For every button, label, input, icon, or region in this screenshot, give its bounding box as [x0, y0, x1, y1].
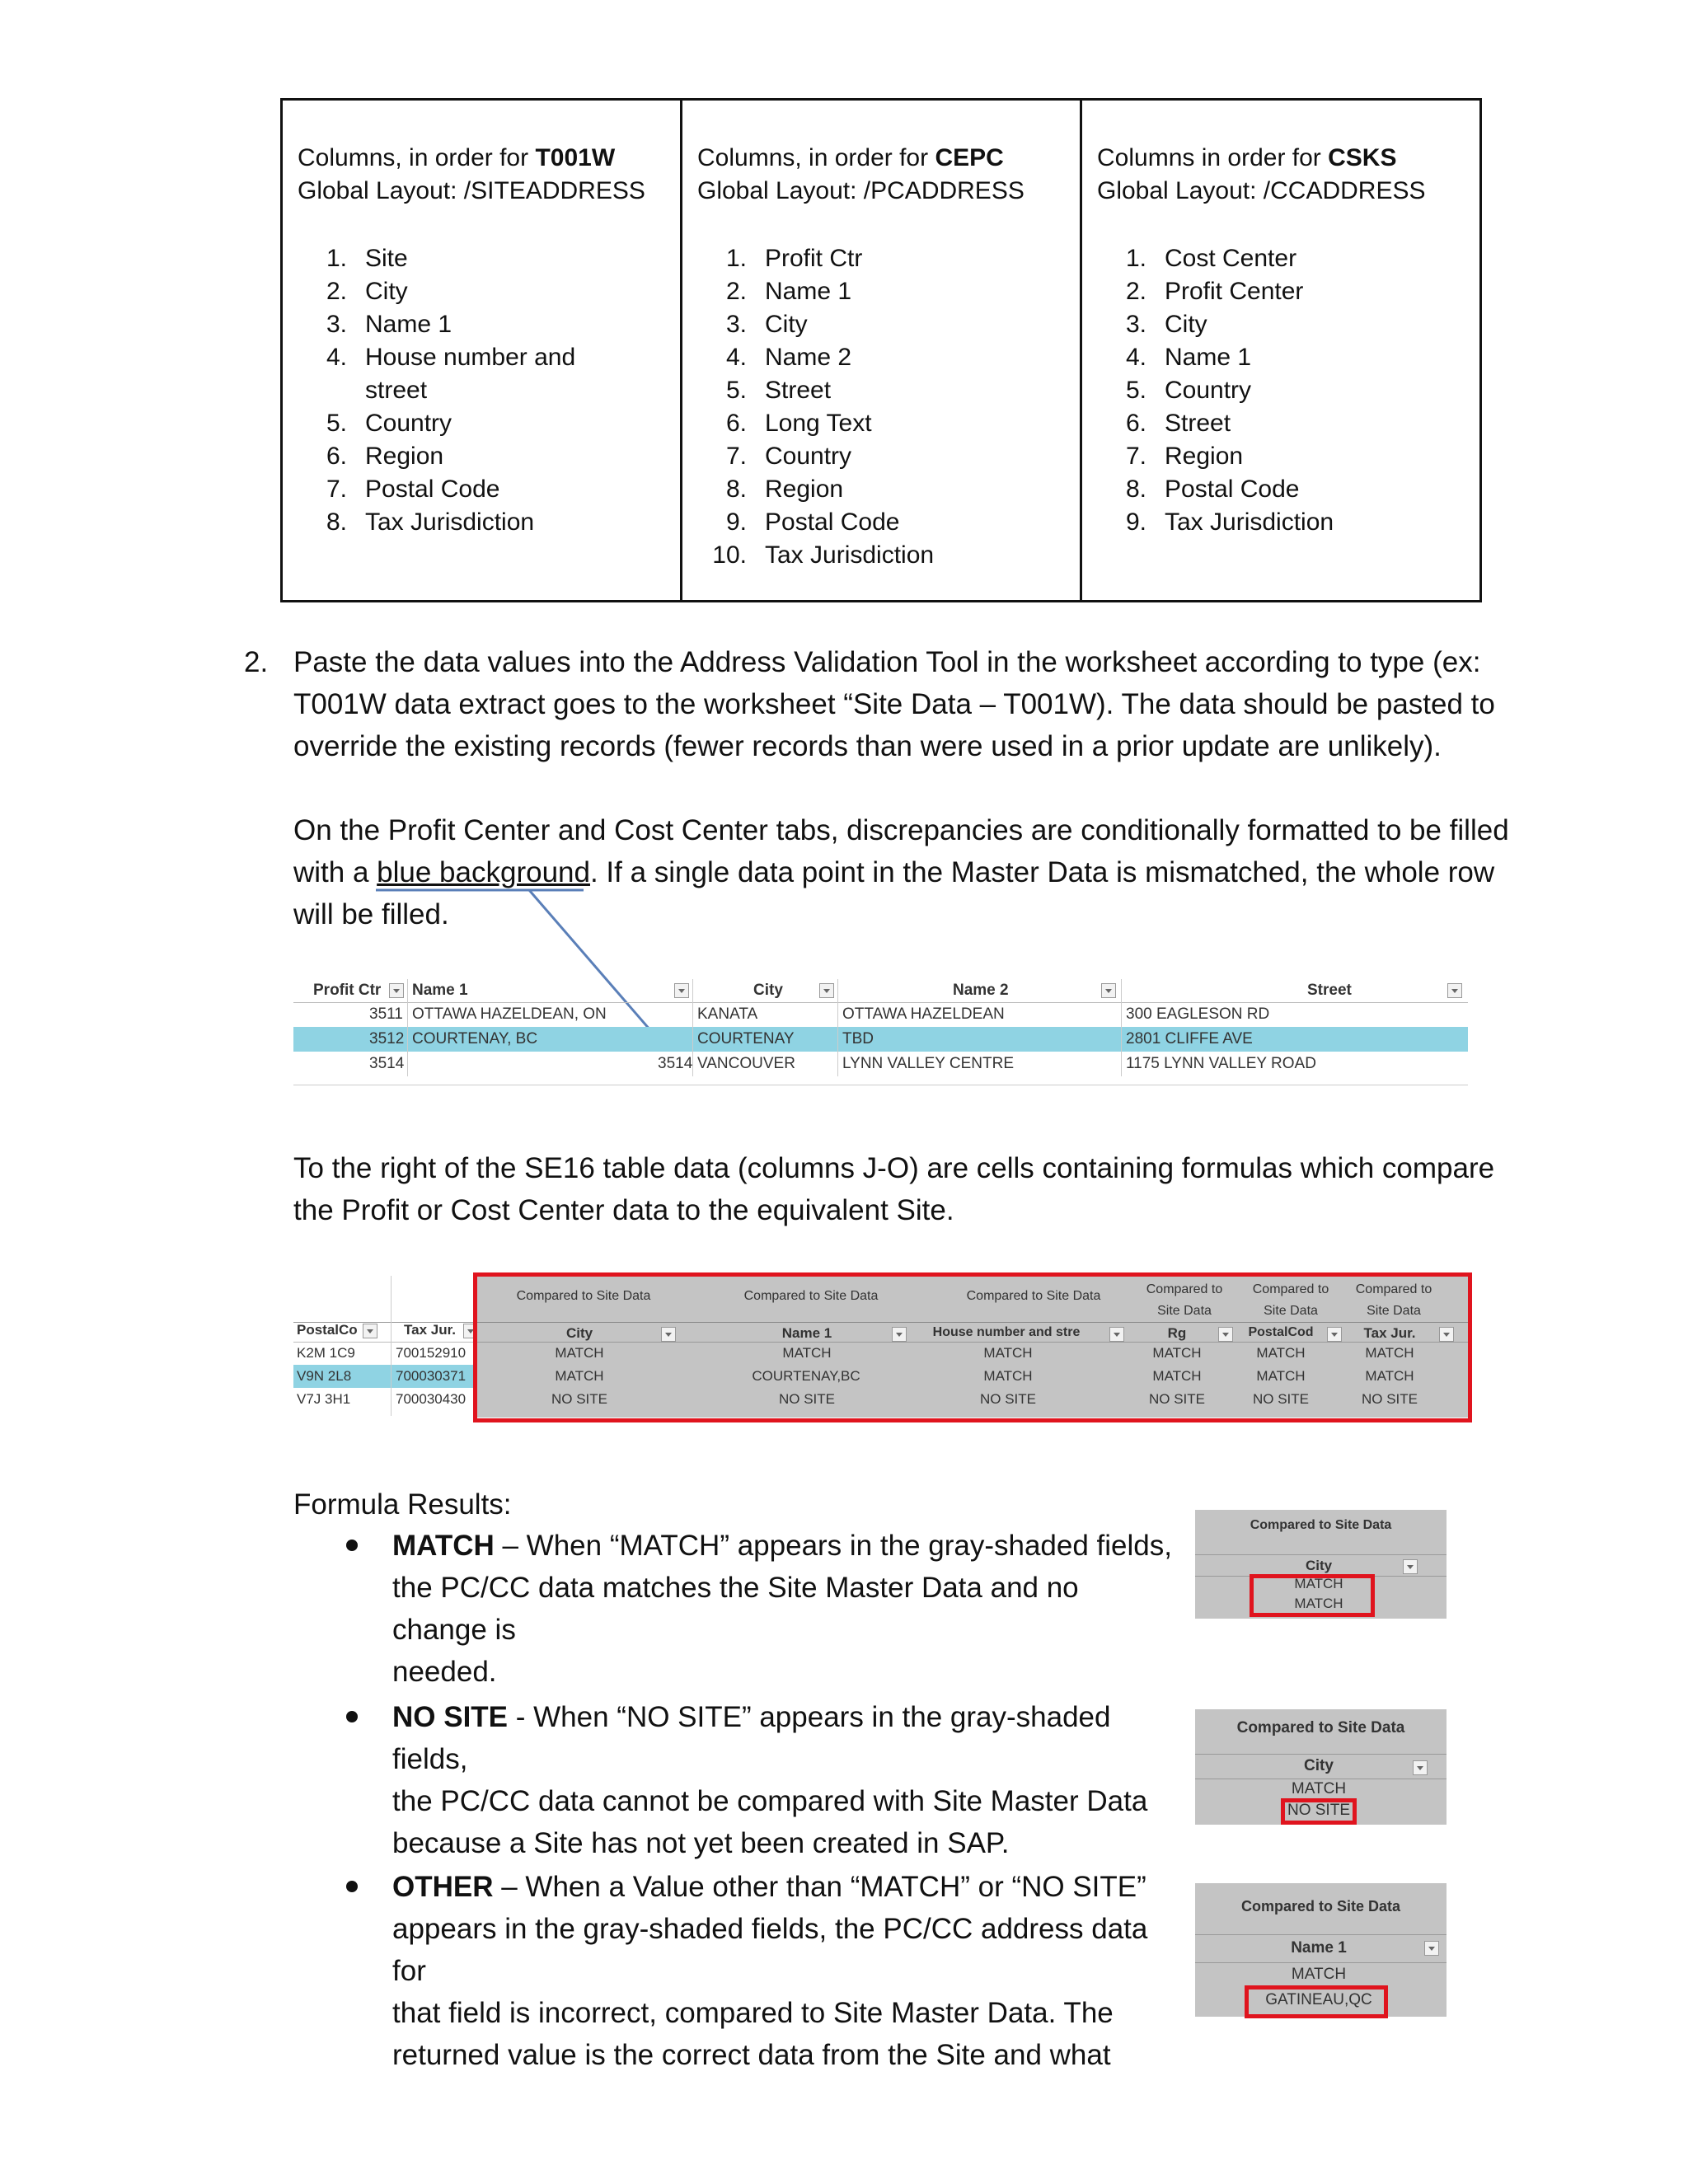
list-item: 3. Name 1	[326, 311, 452, 338]
column-divider	[837, 979, 838, 1076]
step-number: 2.	[244, 646, 269, 678]
header-tax-jur: Tax Jur.	[404, 1322, 456, 1338]
nosite-description	[392, 1696, 1175, 1864]
list-item: 3. City	[1125, 311, 1207, 338]
filter-dropdown-icon[interactable]	[389, 983, 404, 998]
global-layout: Global Layout: /SITEADDRESS	[298, 177, 645, 204]
text-line: Paste the data values into the Address Validation Tool in the worksheet according to type (ex:	[293, 646, 1481, 678]
result-cell: MATCH	[555, 1368, 604, 1384]
list-item: 8. Region	[725, 476, 844, 503]
list-item: 5. Country	[1125, 377, 1252, 404]
column-divider	[407, 979, 408, 1076]
cell-profit-ctr: 3511	[369, 1005, 403, 1023]
red-outline	[473, 1272, 1472, 1422]
list-item: 9. Tax Jurisdiction	[1125, 509, 1334, 536]
column-header: Columns in order for CSKS	[1097, 144, 1397, 171]
column-divider	[391, 1276, 392, 1416]
list-item: 4. Name 1	[1125, 344, 1252, 371]
formula-results-title: Formula Results:	[293, 1488, 512, 1521]
text-line: will be filled.	[293, 898, 449, 930]
header-postal-code: PostalCod	[1248, 1325, 1314, 1339]
bullet	[346, 1881, 358, 1892]
cell-tax-jur: 700152910	[396, 1345, 467, 1361]
snippet-value: MATCH	[1294, 1576, 1343, 1591]
list-item: 8. Tax Jurisdiction	[326, 509, 535, 536]
red-outline	[1250, 1574, 1375, 1617]
list-item: 4. Name 2	[725, 344, 852, 371]
snippet-header: City	[1304, 1757, 1334, 1774]
column-divider	[692, 979, 693, 1076]
snippet-title: Compared to Site Data	[1236, 1719, 1405, 1736]
global-layout: Global Layout: /PCADDRESS	[697, 177, 1025, 204]
header-border	[1195, 1962, 1447, 1963]
text-line: the Profit or Cost Center data to the equivalent Site.	[293, 1194, 954, 1226]
cell-name-2: OTTAWA HAZELDEAN	[842, 1005, 1005, 1023]
text-line: On the Profit Center and Cost Center tabs, discrepancies are conditionally formatted to be filled	[293, 814, 1509, 846]
header-border	[1195, 1754, 1447, 1755]
list-item: 3. City	[725, 311, 808, 338]
table-body	[293, 1002, 1468, 1085]
header-border	[1195, 1554, 1447, 1555]
cell-street: 1175 LYNN VALLEY ROAD	[1126, 1055, 1316, 1072]
result-cell: MATCH	[782, 1345, 832, 1361]
group-title: Compared to Site Data	[966, 1289, 1101, 1303]
text-line: MATCH – When “MATCH” appears in the gray-shaded fields,	[392, 1530, 1172, 1562]
column-cepc	[682, 101, 1082, 600]
header-profit-ctr: Profit Ctr	[313, 982, 382, 999]
result-cell: NO SITE	[1252, 1391, 1309, 1407]
cell-tax-jur: 700030371	[396, 1368, 467, 1384]
result-cell: NO SITE	[1148, 1391, 1205, 1407]
red-outline	[1245, 1985, 1388, 2018]
text-line: override the existing records (fewer records than were used in a prior update are unlikely).	[293, 730, 1442, 762]
list-item: 7. Country	[725, 443, 852, 470]
snippet-value: MATCH	[1294, 1596, 1343, 1611]
filter-dropdown-icon[interactable]	[674, 983, 689, 998]
list-item: 7. Postal Code	[326, 476, 500, 503]
result-cell: MATCH	[983, 1368, 1033, 1384]
list-item: 6. Long Text	[725, 410, 872, 437]
list-item: 4. House number and street	[326, 344, 576, 404]
red-outline	[1281, 1798, 1357, 1825]
snippet-value: NO SITE	[1287, 1802, 1350, 1819]
formula-columns-paragraph	[293, 1147, 1530, 1231]
snippet-value: MATCH	[1291, 1966, 1347, 1983]
list-item: 5. Street	[725, 377, 832, 404]
column-t001w	[283, 101, 682, 600]
match-description	[392, 1525, 1175, 1693]
list-item: 10. Tax Jurisdiction	[712, 541, 935, 569]
text-line: To the right of the SE16 table data (columns J-O) are cells containing formulas which compare	[293, 1152, 1495, 1184]
header-street: Street	[1307, 982, 1352, 999]
result-cell: MATCH	[983, 1345, 1033, 1361]
bullet	[346, 1540, 358, 1551]
other-description	[392, 1866, 1175, 2076]
filter-dropdown-icon[interactable]	[1424, 1941, 1439, 1956]
list-item: 6. Region	[326, 443, 444, 470]
cell-city: COURTENAY	[697, 1030, 795, 1047]
cell-name-2: LYNN VALLEY CENTRE	[842, 1055, 1015, 1072]
header-name-1: Name 1	[412, 982, 468, 999]
snippet-title: Compared to Site Data	[1250, 1518, 1392, 1532]
text-line: with a blue background. If a single data point in the Master Data is mismatched, the whole row	[293, 856, 1495, 888]
cell-postal-code: V9N 2L8	[297, 1368, 352, 1384]
text-line: appears in the gray-shaded fields, the PC/CC address data for	[392, 1913, 1148, 1987]
column-header: Columns, in order for T001W	[298, 144, 616, 171]
text-line: because a Site has not yet been created in SAP.	[392, 1827, 1010, 1859]
list-item: 9. Postal Code	[725, 509, 900, 536]
list-item: 6. Street	[1125, 410, 1231, 437]
list-item: 2. Profit Center	[1125, 278, 1304, 305]
step2-paragraph	[293, 641, 1530, 767]
snippet-value: GATINEAU,QC	[1265, 1991, 1372, 2008]
blue-background-link: blue background	[377, 856, 590, 888]
cell-street: 2801 CLIFFE AVE	[1126, 1030, 1253, 1047]
text-line: the PC/CC data cannot be compared with Site Master Data	[392, 1785, 1148, 1817]
group-title: Compared to Site Data	[516, 1289, 651, 1303]
column-list	[298, 242, 680, 539]
result-cell: NO SITE	[979, 1391, 1036, 1407]
cell-site: 3514	[658, 1055, 693, 1072]
filter-dropdown-icon[interactable]	[819, 983, 834, 998]
other-snippet	[1195, 1883, 1447, 2017]
header-tax-jur: Tax Jur.	[1363, 1325, 1416, 1341]
result-cell-mismatch: COURTENAY,BC	[752, 1368, 860, 1384]
header-border	[1195, 1934, 1447, 1935]
text-line: the PC/CC data matches the Site Master Data and no change is	[392, 1572, 1079, 1646]
text-line: OTHER – When a Value other than “MATCH” or “NO SITE”	[392, 1871, 1146, 1903]
list-item: 1. Profit Ctr	[725, 245, 863, 272]
group-title: Compared to Site Data	[1146, 1282, 1223, 1318]
group-title: Compared to Site Data	[1355, 1282, 1432, 1318]
list-item: 8. Postal Code	[1125, 476, 1300, 503]
cell-name-1: OTTAWA HAZELDEAN, ON	[412, 1005, 607, 1023]
group-title: Compared to Site Data	[743, 1289, 879, 1303]
result-cell: MATCH	[1365, 1345, 1414, 1361]
list-item: 2. City	[326, 278, 408, 305]
list-item: 7. Region	[1125, 443, 1244, 470]
list-item: 5. Country	[326, 410, 452, 437]
result-cell: MATCH	[555, 1345, 604, 1361]
cell-name-2: TBD	[842, 1030, 874, 1047]
header-name-2: Name 2	[953, 982, 1009, 999]
profit-center-table	[293, 979, 1468, 1085]
text-line: needed.	[392, 1656, 497, 1688]
header-postal-code: PostalCo	[297, 1322, 358, 1338]
filter-dropdown-icon[interactable]	[363, 1324, 377, 1338]
cell-profit-ctr: 3514	[369, 1055, 405, 1072]
table-row	[293, 1052, 1468, 1076]
column-list	[697, 242, 1080, 572]
bullet	[346, 1711, 358, 1722]
list-item: 1. Cost Center	[1125, 245, 1297, 272]
result-cell: MATCH	[1256, 1345, 1306, 1361]
header-city: City	[753, 982, 783, 999]
group-title: Compared to Site Data	[1252, 1282, 1329, 1318]
global-layout: Global Layout: /CCADDRESS	[1097, 177, 1426, 204]
column-csks	[1082, 101, 1479, 600]
header-name-1: Name 1	[781, 1325, 832, 1341]
table-row-highlighted	[293, 1027, 1468, 1052]
list-item: 1. Site	[326, 245, 408, 272]
column-divider	[1121, 979, 1122, 1076]
filter-dropdown-icon[interactable]	[1403, 1559, 1418, 1574]
filter-dropdown-icon[interactable]	[1413, 1760, 1428, 1775]
table-row	[293, 1002, 1468, 1027]
cell-name-1: COURTENAY, BC	[412, 1030, 538, 1047]
header-border	[293, 1342, 475, 1343]
result-cell: MATCH	[1256, 1368, 1306, 1384]
text-line: returned value is the correct data from the Site and what	[392, 2039, 1111, 2071]
snippet-header: City	[1305, 1558, 1333, 1573]
cell-city: KANATA	[697, 1005, 758, 1023]
result-cell: NO SITE	[551, 1391, 607, 1407]
text-line: T001W data extract goes to the worksheet “Site Data – T001W). The data should be pasted to	[293, 688, 1495, 720]
snippet-value: MATCH	[1291, 1780, 1347, 1797]
result-cell: MATCH	[1152, 1345, 1202, 1361]
column-order-box	[280, 98, 1482, 602]
cell-tax-jur: 700030430	[396, 1391, 467, 1407]
cell-postal-code: K2M 1C9	[297, 1345, 355, 1361]
snippet-title: Compared to Site Data	[1240, 1898, 1401, 1915]
column-list	[1097, 242, 1479, 539]
header-city: City	[565, 1325, 593, 1341]
cell-street: 300 EAGLESON RD	[1126, 1005, 1270, 1023]
table-header-row	[293, 979, 1468, 1003]
compare-table	[293, 1276, 1472, 1424]
header-region: Rg	[1167, 1325, 1187, 1341]
snippet-header: Name 1	[1291, 1939, 1347, 1957]
text-line: NO SITE - When “NO SITE” appears in the gray-shaded fields,	[392, 1701, 1111, 1775]
result-cell: NO SITE	[1361, 1391, 1418, 1407]
match-snippet	[1195, 1510, 1447, 1619]
text-line: that field is incorrect, compared to Site Master Data. The	[392, 1997, 1114, 2029]
cell-city: VANCOUVER	[697, 1055, 795, 1072]
cell-postal-code: V7J 3H1	[297, 1391, 351, 1407]
cell-profit-ctr: 3512	[369, 1030, 405, 1047]
result-cell: MATCH	[1365, 1368, 1414, 1384]
header-house-number: House number and stre	[932, 1325, 1081, 1339]
column-header: Columns, in order for CEPC	[697, 144, 1004, 171]
result-cell: MATCH	[1152, 1368, 1202, 1384]
list-item: 2. Name 1	[725, 278, 852, 305]
result-cell: NO SITE	[778, 1391, 835, 1407]
filter-dropdown-icon[interactable]	[1447, 983, 1462, 998]
filter-dropdown-icon[interactable]	[1101, 983, 1116, 998]
nosite-snippet	[1195, 1709, 1447, 1825]
